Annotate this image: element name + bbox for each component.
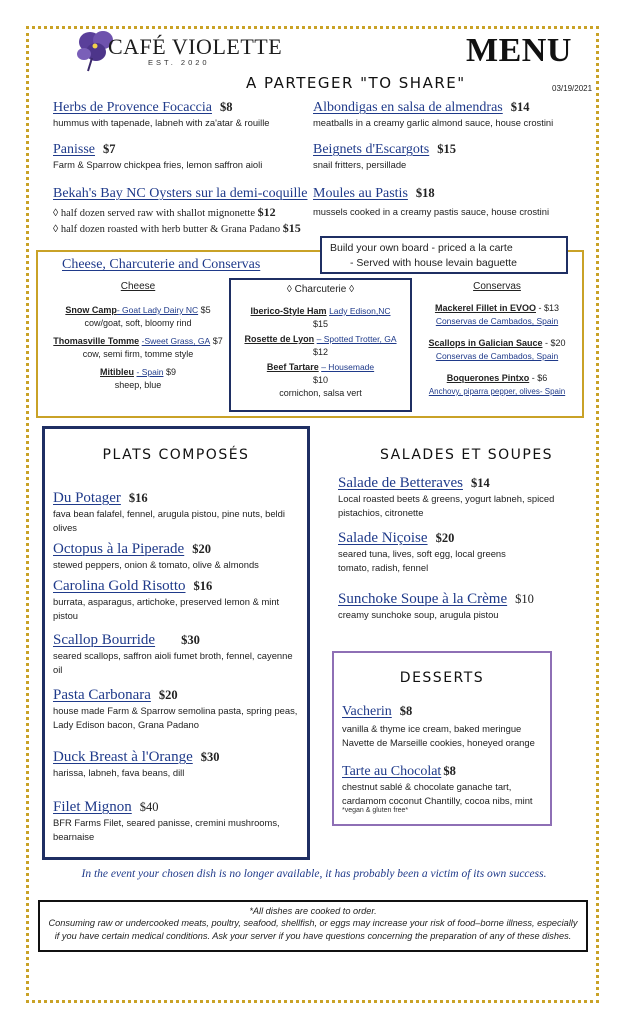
board-note <box>320 236 568 274</box>
success-note: In the event your chosen dish is no longer available, it has probably been a victim of its own success. <box>81 868 547 880</box>
plat-item <box>53 540 303 572</box>
conservas-item: Scallops in Galician Sauce - $20 <box>428 338 566 348</box>
oyster-option: ◊ half dozen served raw with shallot mignonette $12 <box>53 205 276 219</box>
dish-name: Vacherin <box>342 704 392 719</box>
dish-name: Bekah's Bay NC Oysters sur la demi-coquille <box>53 186 308 201</box>
cheese-column <box>48 281 228 392</box>
cheese-description: sheep, blue <box>114 380 162 390</box>
dish-name: Beignets d'Escargots <box>313 142 430 157</box>
dish-description: burrata, asparagus, artichoke, preserved lemon & mint pistou <box>53 596 280 621</box>
dish-price: $40 <box>139 800 159 814</box>
dish-price: $18 <box>415 186 435 200</box>
charcuterie-price: $12 <box>312 347 329 357</box>
dish-description: mussels cooked in a creamy pastis sauce, house crostini <box>313 206 550 217</box>
board-section-title: Cheese, Charcuterie and Conservas <box>62 257 261 272</box>
dish-name: Scallop Bourride <box>53 632 156 648</box>
dish-price: $20 <box>158 688 178 702</box>
dish-description: house made Farm & Sparrow semolina pasta, spring peas, Lady Edison bacon, Grana Padano <box>53 705 298 730</box>
charcuterie-item: Rosette de Lyon – Spotted Trotter, GA <box>244 334 397 344</box>
brand-est: EST. 2020 <box>148 58 210 67</box>
dish-name: Salade de Betteraves <box>338 475 463 491</box>
plat-item <box>53 686 303 731</box>
charcuterie-price: $10 <box>312 375 329 385</box>
dish-name: Salade Niçoise <box>338 530 428 546</box>
share-item <box>53 140 318 172</box>
plat-item <box>53 798 303 843</box>
oyster-option: ◊ half dozen roasted with herb butter & Grana Padano $15 <box>53 221 301 235</box>
dish-price: $10 <box>515 592 534 606</box>
conservas-column <box>414 281 580 398</box>
dish-name: Tarte au Chocolat <box>342 764 442 779</box>
allergen-notice <box>38 900 588 952</box>
plat-item <box>53 489 303 534</box>
dish-price: $8 <box>443 764 456 778</box>
dish-name: Albondigas en salsa de almendras <box>313 100 503 115</box>
desserts-section-title: DESSERTS <box>399 670 485 686</box>
plat-item <box>53 748 303 780</box>
dish-name: Duck Breast à l'Orange <box>53 749 193 765</box>
dish-description: chestnut sablé & chocolate ganache tart, cardamom coconut Chantilly, cocoa nibs, mint <box>342 781 533 806</box>
cheese-description: cow/goat, soft, bloomy rind <box>84 318 192 328</box>
cheese-item: Mitibleu - Spain $9 <box>100 367 176 377</box>
dish-price: $14 <box>510 100 530 114</box>
dish-name: Carolina Gold Risotto <box>53 578 186 594</box>
share-item <box>313 140 583 172</box>
cheese-description: cow, semi firm, tomme style <box>82 349 194 359</box>
salade-item <box>338 474 588 519</box>
salade-item <box>338 529 588 574</box>
salade-item <box>338 590 588 622</box>
dish-description: seared tuna, lives, soft egg, local greens tomato, radish, fennel <box>338 548 506 573</box>
foodborne-warning: Consuming raw or undercooked meats, poultry, seafood, shellfish, or eggs may increase your risk of food–borne illness, especially if you have certain medical conditions. Ask your server if you have questions concerning the preparation of any of these dishes. <box>48 918 578 941</box>
dish-price: $15 <box>437 142 456 156</box>
cheese-item: Thomasville Tomme -Sweet Grass, GA $7 <box>53 336 223 346</box>
brand-name: CAFÉ VIOLETTE <box>108 34 283 59</box>
share-item <box>53 98 318 130</box>
share-section-title: A PARTEGER "TO SHARE" <box>246 74 466 92</box>
dessert-item <box>342 762 547 814</box>
board-note-line: Build your own board - priced a la carte <box>330 242 513 254</box>
dish-price: $7 <box>103 142 116 156</box>
share-item <box>53 184 318 237</box>
dish-name: Du Potager <box>53 490 121 506</box>
dish-price: $16 <box>193 579 213 593</box>
dish-description: snail fritters, persillade <box>313 159 407 170</box>
dish-description: hummus with tapenade, labneh with za'atar & rouille <box>53 117 270 128</box>
salades-section-title: SALADES ET SOUPES <box>380 447 554 463</box>
share-item <box>313 98 583 130</box>
charcuterie-column <box>229 278 412 412</box>
dish-description: creamy sunchoke soup, arugula pistou <box>338 609 499 620</box>
conservas-source: Conservas de Cambados, Spain <box>435 316 559 326</box>
plat-item <box>53 577 303 622</box>
dish-name: Panisse <box>53 142 95 157</box>
share-item <box>313 184 583 219</box>
charcuterie-item: Beef Tartare – Housemade <box>266 362 375 372</box>
dish-note: *vegan & gluten free* <box>342 807 409 814</box>
dessert-item <box>342 702 547 749</box>
dish-description: harissa, labneh, fava beans, dill <box>53 767 185 778</box>
dish-description: Farm & Sparrow chickpea fries, lemon saffron aioli <box>53 159 263 170</box>
dish-name: Octopus à la Piperade <box>53 541 185 557</box>
dish-price: $20 <box>192 542 211 556</box>
column-heading: ◊ Charcuterie ◊ <box>286 284 355 295</box>
cheese-item: Snow Camp- Goat Lady Dairy NC $5 <box>65 305 211 315</box>
conservas-source: Anchovy, piparra pepper, olives- Spain <box>428 387 566 396</box>
dish-price: $30 <box>200 750 220 764</box>
conservas-source: Conservas de Cambados, Spain <box>435 351 559 361</box>
dish-description: meatballs in a creamy garlic almond sauce, house crostini <box>313 117 554 128</box>
dish-description: stewed peppers, onion & tomato, olive & almonds <box>53 559 259 570</box>
charcuterie-item: Iberico-Style Ham Lady Edison,NC <box>250 306 391 316</box>
dish-description: fava bean falafel, fennel, arugula pistou, pine nuts, beldi olives <box>53 508 285 533</box>
dish-name: Filet Mignon <box>53 799 132 815</box>
dish-description: vanilla & thyme ice cream, baked meringue Navette de Marseille cookies, honeyed orange <box>342 723 535 748</box>
dish-name: Herbs de Provence Focaccia <box>53 100 212 115</box>
dish-name: Pasta Carbonara <box>53 687 151 703</box>
cooked-note: *All dishes are cooked to order. <box>249 906 377 916</box>
dish-price: $30 <box>181 633 200 647</box>
board-note-line: - Served with house levain baguette <box>350 257 517 269</box>
dish-price: $8 <box>399 704 413 718</box>
dish-name: Sunchoke Soupe à la Crème <box>338 591 508 607</box>
charcuterie-price: $15 <box>312 319 329 329</box>
conservas-item: Mackerel Fillet in EVOO - $13 <box>434 303 560 313</box>
plats-section-title: PLATS COMPOSÉS <box>102 447 250 463</box>
column-heading: Cheese <box>120 281 156 292</box>
plat-item <box>53 631 303 676</box>
column-heading: Conservas <box>473 281 521 292</box>
dish-name: Moules au Pastis <box>313 186 408 201</box>
charcuterie-description: cornichon, salsa vert <box>279 388 362 398</box>
menu-date: 03/19/2021 <box>552 84 593 93</box>
dish-price: $20 <box>435 531 455 545</box>
dish-description: BFR Farms Filet, seared panisse, cremini mushrooms, bearnaise <box>53 817 280 842</box>
conservas-item: Boquerones Pintxo - $6 <box>446 373 548 383</box>
menu-title: MENU <box>466 32 572 69</box>
dish-price: $14 <box>470 476 490 490</box>
dish-description: seared scallops, saffron aioli fumet broth, fennel, cayenne oil <box>53 650 293 675</box>
dish-description: Local roasted beets & greens, yogurt labneh, spiced pistachios, citronette <box>338 493 555 518</box>
dish-price: $16 <box>128 491 148 505</box>
dish-price: $8 <box>219 100 233 114</box>
